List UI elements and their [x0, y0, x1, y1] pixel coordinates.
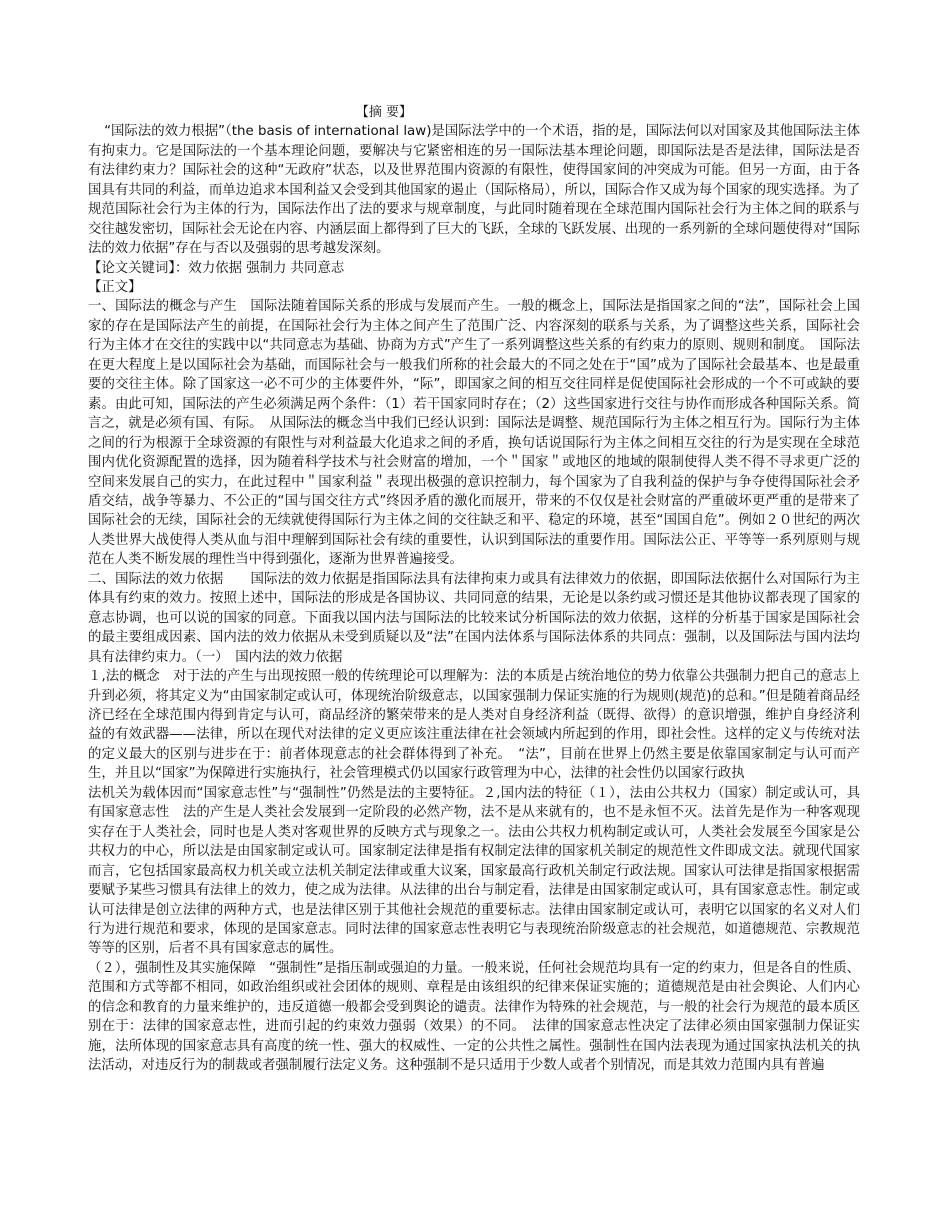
paragraph-domestic-law-features: 法机关为载体因而“国家意志性”与“强制性”仍然是法的主要特征。２,国内法的特征（１），法由公共权力（国家）制定或认可，具有国家意志性 法的产生是人类社会发展到一定阶段的必然产物，法不是从来就有的，也不是永恒不灭。法首先是作为一种客观现实存在于人类社会，同时也是人类对客观世界的反映方式与现象之一。法由公共权力机构制定或认可，人类社会发展至今国家是公共权力的中心，所以法是由国家制定或认可。国家制定法律是指有权制定法律的国家机关制定的规范性文件即成文法。就现代国家而言，它包括国家最高权力机关或立法机关制定法律或重大议案，国家最高行政机关制定行政法规。国家认可法律是指国家根据需要赋予某些习惯具有法律上的效力，使之成为法律。从法律的出台与制定看，法律是由国家制定或认可，具有国家意志性。制定或认可法律是创立法律的两种方式，也是法律区别于其他社会规范的重要标志。法律由国家制定或认可，表明它以国家的名义对人们行为进行规范和要求，体现的是国家意志。同时法律的国家意志性表明它与表现统治阶级意志的社会规范，如道德规范、宗教规范等等的区别，后者不具有国家意志的属性。: [88, 785, 860, 957]
paragraph-law-concept: １,法的概念 对于法的产生与出现按照一般的传统理论可以理解为：法的本质是占统治地位的势力依靠公共强制力把自己的意志上升到必须，将其定义为“由国家制定或认可，体现统治阶级意志，以国家强制力保证实施的行为规则(规范)的总和。”但是随着商品经济已经在全球范围内得到肯定与认可，商品经济的繁荣带来的是人类对自身经济利益（既得、欲得）的意识增强，维护自身经济利益的有效武器——法律，所以在现代对法律的定义更应该注重法律在社会领域内所起到的作用，即社会性。这样的定义与传统对法的定义最大的区别与进步在于：前者体现意志的社会群体得到了补充。 “法”，目前在世界上仍然主要是依靠国家制定与认可而产生，并且以“国家”为保障进行实施执行，社会管理模式仍以国家行政管理为中心，法律的社会性仍以国家行政执: [88, 669, 860, 782]
body-heading: 【正文】: [88, 280, 142, 296]
abstract-heading: 【摘 要】: [355, 105, 413, 120]
document-page: [88, 103, 860, 1076]
keywords-line: 【论文关键词】：效力依据 强制力 共同意志: [88, 260, 345, 276]
paragraph-concept: 一、国际法的概念与产生 国际法随着国际关系的形成与发展而产生。一般的概念上，国际法是指国家之间的“法”，国际社会上国家的存在是国际法产生的前提，在国际社会行为主体之间产生了范围广泛、内容深刻的联系与关系，为了调整这些关系，国际社会行为主体才在交往的实践中以“共同意志为基础、协商为方式”产生了一系列调整这些关系的有约束力的原则、规则和制度。 国际法在更大程度上是以国际社会为基础，而国际社会与一般我们所称的社会最大的不同之处在于“国”成为了国际社会最基本、也是最重要的交往主体。除了国家这一必不可少的主体要件外，“际”，即国家之间的相互交往同样是促使国际社会形成的一个不可或缺的要素。由此可知，国际法的产生必须满足两个条件：（1）若干国家同时存在；（2）这些国家进行交往与协作而形成各种国际关系。简言之，就是必须有国、有际。 从国际法的概念当中我们已经认识到：国际法是调整、规范国际行为主体之相互行为。国际行为主体之间的行为根源于全球资源的有限性与对利益最大化追求之间的矛盾，换句话说国际行为主体之间相互交往的行为是实现在全球范围内优化资源配置的选择，因为随着科学技术与社会财富的增加，一个＂国家＂或地区的地域的限制使得人类不得不寻求更广泛的空间来发展自己的实力，在此过程中＂国家利益＂表现出极强的意识控制力，每个国家为了自我利益的保护与争夺使得国际社会矛盾交结，战争等暴力、不公正的“国与国交往方式”终因矛盾的激化而展开，带来的不仅仅是社会财富的严重破坏更严重的是带来了国际社会的无续，国际社会的无续就使得国际行为主体之间的交往缺乏和平、稳定的环境，甚至“国国自危”。例如２０世纪的两次人类世界大战使得人类从血与泪中理解到国际社会有续的重要性，认识到国际法的重要作用。国际法公正、平等等一系列原则与规范在人类不断发展的理性当中得到强化，逐渐为世界普遍接受。: [88, 299, 860, 568]
abstract-body: “国际法的效力根据”（the basis of international law)是国际法学中的一个术语，指的是，国际法何以对国家及其他国际法主体有拘束力。它是国际法的一个基本理论问题，要解决与它紧密相连的另一国际法基本理论问题，即国际法是否是法律，国际法是否有法律约束力？国际社会的这种“无政府”状态，以及世界范围内资源的有限性，使得国家间的冲突成为可能。但另一方面，由于各国具有共同的利益，而单边追求本国利益又会受到其他国家的遏止（国际格局），所以，国际合作又成为每个国家的现实选择。为了规范国际社会行为主体的行为，国际法作出了法的要求与规章制度，与此同时随着现在全球范围内国际社会行为主体之间的联系与交往越发密切，国际社会无论在内容、内涵层面上都得到了巨大的飞跃，全球的飞跃发展、出现的一系列新的全球问题使得对“国际法的效力依据”存在与否以及强弱的思考越发深刻。: [88, 124, 860, 257]
paragraph-validity-basis: 二、国际法的效力依据 国际法的效力依据是指国际法具有法律拘束力或具有法律效力的依据，即国际法依据什么对国际行为主体具有约束的效力。按照上述中，国际法的形成是各国协议、共同同意的结果，无论是以条约或习惯还是其他协议都表现了国家的意志协调，也可以说的国家的同意。下面我以国内法与国际法的比较来试分析国际法的效力依据，这样的分析基于国家是国际社会的最主要组成因素、国内法的效力依据从未受到质疑以及“法”在国内法体系与国际法体系的共同点：强制，以及国际法与国内法均具有法律约束力。（一） 国内法的效力依据: [88, 571, 860, 665]
paragraph-coercion: （２），强制性及其实施保障 “强制性”是指压制或强迫的力量。一般来说，任何社会规范均具有一定的约束力，但是各自的性质、范围和方式等都不相同，如政治组织或社会团体的规则、章程是由该组织的纪律来保证实施的；道德规范是由社会舆论、人们内心的信念和教育的力量来维护的，违反道德一般都会受到舆论的谴责。法律作为特殊的社会规范，与一般的社会行为规范的最本质区别在于：法律的国家意志性，进而引起的约束效力强弱（效果）的不同。 法律的国家意志性决定了法律必须由国家强制力保证实施，法所体现的国家意志具有高度的统一性、强大的权威性、一定的公共性之属性。强制性在国内法表现为通过国家执法机关的执法活动，对违反行为的制裁或者强制履行法定义务。这种强制不是只适用于少数人或者个别情况，而是其效力范围内具有普遍: [88, 960, 860, 1074]
